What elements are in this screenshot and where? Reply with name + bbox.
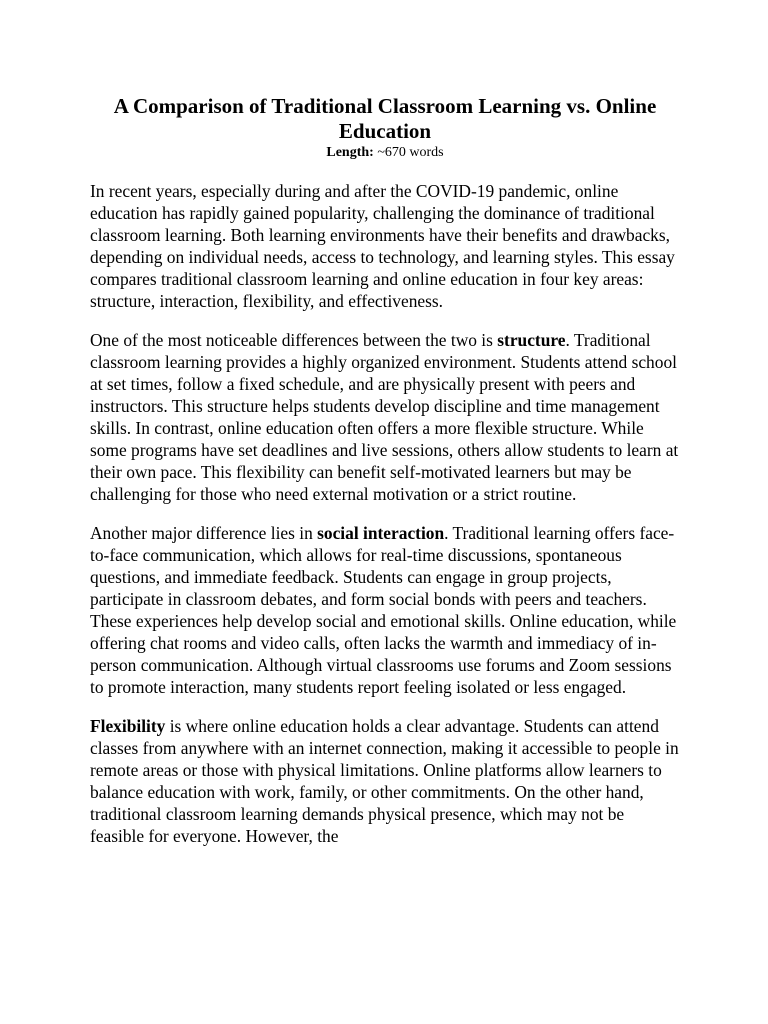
keyword-social-interaction: social interaction (317, 523, 445, 543)
word-count-line (90, 144, 680, 162)
paragraph-intro: In recent years, especially during and after the COVID-19 pandemic, online education has rapidly gained popularity, challenging the dominance of traditional classroom learning. Both learning environments have their benefits and drawbacks, depending on individual needs, access to technology, and learning styles. This essay compares traditional classroom learning and online education in four key areas: structure, interaction, flexibility, and effectiveness. (90, 181, 675, 311)
paragraph-interaction (90, 522, 680, 698)
keyword-flexibility: Flexibility (90, 716, 166, 736)
paragraph-structure-body: . Traditional classroom learning provides a highly organized environment. Students attend school at set times, follow a fixed schedule, and are physically present with peers and instructors. This structure helps students develop discipline and time management skills. In contrast, online education often offers a more flexible structure. While some programs have set deadlines and live sessions, others allow students to learn at their own pace. This flexibility can benefit self-motivated learners but may be challenging for those who need external motivation or a strict routine. (90, 330, 679, 504)
paragraph-structure (90, 329, 680, 505)
keyword-structure: structure (497, 330, 566, 350)
paragraph-interaction-body: . Traditional learning offers face-to-face communication, which allows for real-time discussions, spontaneous questions, and immediate feedback. Students can engage in group projects, participate in classroom debates, and form social bonds with peers and teachers. These experiences help develop social and emotional skills. Online education, while offering chat rooms and video calls, often lacks the warmth and immediacy of in-person communication. Although virtual classrooms use forums and Zoom sessions to promote interaction, many students report feeling isolated or less engaged. (90, 523, 677, 697)
paragraph-structure-lead: One of the most noticeable differences between the two is (90, 330, 498, 350)
document-page (90, 94, 680, 864)
paragraph-interaction-lead: Another major difference lies in (90, 523, 318, 543)
paragraph-flexibility-body: is where online education holds a clear advantage. Students can attend classes from anywhere with an internet connection, making it accessible to people in remote areas or those with physical limitations. Online platforms allow learners to balance education with work, family, or other commitments. On the other hand, traditional classroom learning demands physical presence, which may not be feasible for everyone. However, the (90, 716, 679, 846)
length-value: ~670 words (373, 145, 444, 160)
paragraph-flexibility (90, 715, 680, 847)
length-label: Length: (326, 145, 374, 160)
document-title: A Comparison of Traditional Classroom Learning vs. Online Education (113, 94, 657, 143)
